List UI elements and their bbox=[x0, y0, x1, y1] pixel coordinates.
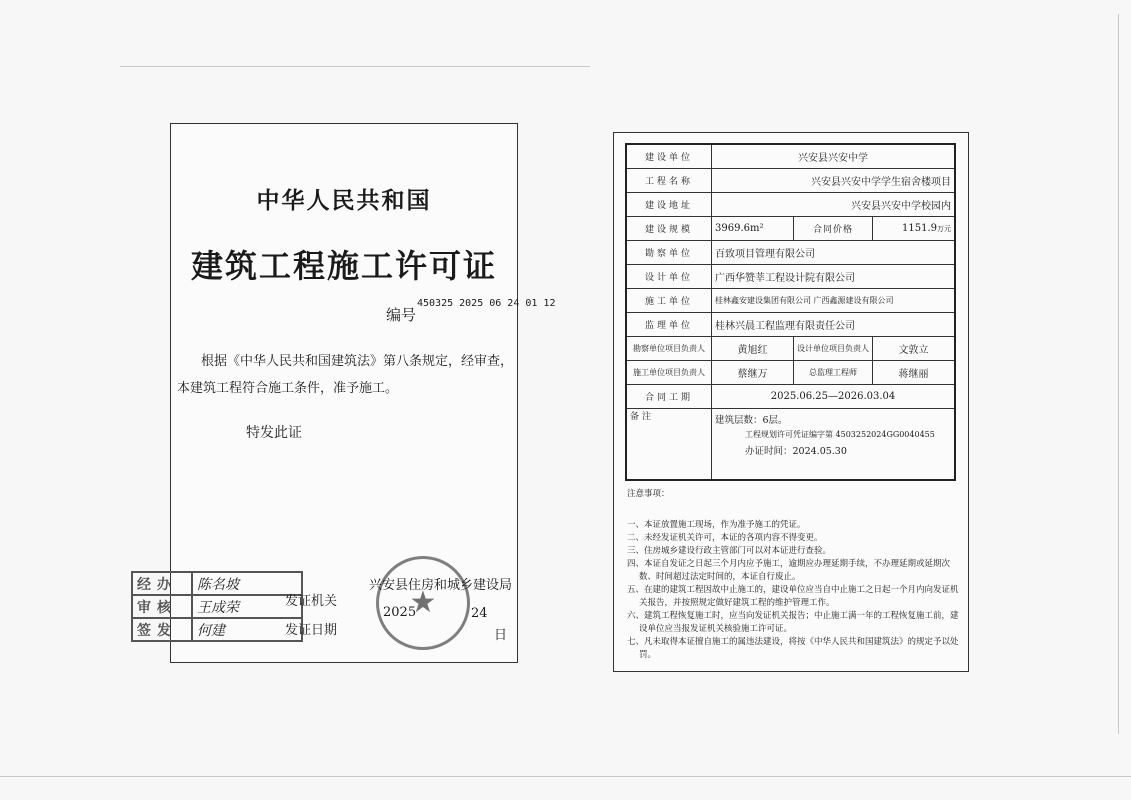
permit-details-page bbox=[613, 132, 969, 672]
field-label: 施工单位 bbox=[626, 289, 712, 313]
field-label: 合同工期 bbox=[626, 385, 712, 409]
remark-line: 建筑层数：6层。 bbox=[715, 415, 788, 426]
note-item: 三、住房城乡建设行政主管部门可以对本证进行查验。 bbox=[627, 546, 832, 556]
survey-leader-value: 黄旭红 bbox=[712, 337, 794, 361]
note-item: 二、未经发证机关许可，本证的各项内容不得变更。 bbox=[627, 533, 823, 543]
note-item: 一、本证放置施工现场，作为准予施工的凭证。 bbox=[627, 520, 806, 530]
issue-date-label: 发证日期 bbox=[285, 623, 338, 638]
table-row bbox=[626, 265, 955, 289]
body-text-line-1: 根据《中华人民共和国建筑法》第八条规定，经审查， bbox=[201, 354, 514, 369]
stamp-label: 审核 bbox=[132, 595, 192, 618]
table-row bbox=[626, 313, 955, 337]
stamp-row bbox=[132, 572, 302, 595]
field-label: 监理单位 bbox=[626, 313, 712, 337]
remark-line: 工程规划许可凭证编字第 4503252024GG0040455 bbox=[745, 430, 935, 439]
construction-leader-value: 蔡继万 bbox=[712, 361, 794, 385]
stamp-label: 经办 bbox=[132, 572, 192, 595]
field-label: 总监理工程师 bbox=[794, 361, 873, 385]
field-label: 设计单位项目负责人 bbox=[794, 337, 873, 361]
design-leader-value: 文敦立 bbox=[873, 337, 956, 361]
field-value: 兴安县兴安中学 bbox=[712, 144, 956, 169]
table-row bbox=[626, 361, 955, 385]
notes-title: 注意事项： bbox=[627, 489, 670, 499]
permit-number-label: 编号 bbox=[386, 306, 417, 324]
field-label: 建设地址 bbox=[626, 193, 712, 217]
table-row bbox=[626, 169, 955, 193]
body-text-line-2: 本建筑工程符合施工条件，准予施工。 bbox=[177, 381, 399, 396]
field-label: 建设单位 bbox=[626, 144, 712, 169]
field-label: 施工单位项目负责人 bbox=[626, 361, 712, 385]
field-value: 桂林兴晨工程监理有限责任公司 bbox=[712, 313, 956, 337]
contract-price-unit: 万元 bbox=[937, 225, 951, 233]
field-value: 桂林鑫安建设集团有限公司 广西鑫源建设有限公司 bbox=[712, 289, 956, 313]
issuer-label: 发证机关 bbox=[285, 594, 338, 609]
official-seal bbox=[376, 556, 470, 650]
issuer-organization: 兴安县住房和城乡建设局 bbox=[369, 578, 513, 593]
issue-date-day: 24 bbox=[471, 606, 488, 621]
permit-cover-page bbox=[137, 123, 556, 663]
contract-price: 1151.9 bbox=[902, 223, 937, 234]
stamp-signature: 何建 bbox=[192, 618, 302, 641]
note-item: 五、在建的建筑工程因故中止施工的，建设单位应当自中止施工之日起一个月内向发证机关报告，并按照规定做好建筑工程的维护管理工作。 bbox=[627, 585, 959, 608]
permit-title: 建筑工程施工许可证 bbox=[190, 247, 497, 285]
country-heading: 中华人民共和国 bbox=[256, 187, 432, 214]
field-label: 设计单位 bbox=[626, 265, 712, 289]
contract-price-value bbox=[873, 217, 956, 241]
table-row bbox=[626, 337, 955, 361]
scan-edge-right bbox=[1118, 14, 1119, 734]
stamp-label: 签发 bbox=[132, 618, 192, 641]
field-label: 合同价格 bbox=[794, 217, 873, 241]
table-row bbox=[626, 289, 955, 313]
stamp-row bbox=[132, 618, 302, 641]
building-scale-value: 3969.6m² bbox=[712, 217, 794, 241]
field-label: 勘察单位项目负责人 bbox=[626, 337, 712, 361]
notes-section bbox=[627, 488, 965, 662]
scan-edge-top bbox=[120, 66, 590, 67]
remark-line: 办证时间：2024.05.30 bbox=[745, 446, 847, 457]
field-value: 广西华赞莘工程设计院有限公司 bbox=[712, 265, 956, 289]
stamp-signature: 王成荣 bbox=[192, 595, 302, 618]
remark-value bbox=[712, 409, 956, 481]
table-row bbox=[626, 217, 955, 241]
note-item: 六、建筑工程恢复施工时，应当向发证机关报告；中止施工满一年的工程恢复施工前，建设单位应当报发证机关核验施工许可证。 bbox=[627, 611, 959, 634]
table-row bbox=[626, 409, 955, 481]
stamp-row bbox=[132, 595, 302, 618]
field-label: 备注 bbox=[626, 409, 712, 481]
field-label: 建设规模 bbox=[626, 217, 712, 241]
note-item: 四、本证自发证之日起三个月内应予施工，逾期应办理延期手续，不办理延期或延期次数、时间超过法定时间的，本证自行废止。 bbox=[627, 559, 951, 582]
field-value: 兴安县兴安中学校园内 bbox=[712, 193, 956, 217]
table-row bbox=[626, 385, 955, 409]
issue-date-year: 2025 bbox=[383, 605, 417, 620]
permit-number: 450325 2025 06 24 01 12 bbox=[417, 298, 556, 309]
seal-star-icon: ★ bbox=[409, 585, 437, 620]
field-value: 兴安县兴安中学学生宿舍楼项目 bbox=[712, 169, 956, 193]
table-row bbox=[626, 193, 955, 217]
chief-supervisor-value: 蒋继丽 bbox=[873, 361, 956, 385]
approval-stamp-table bbox=[131, 571, 303, 642]
field-label: 工程名称 bbox=[626, 169, 712, 193]
project-info-table bbox=[625, 143, 956, 481]
field-value: 百致项目管理有限公司 bbox=[712, 241, 956, 265]
note-item: 七、凡未取得本证擅自施工的属违法建设，将按《中华人民共和国建筑法》的规定予以处罚。 bbox=[627, 637, 959, 660]
special-issue-text: 特发此证 bbox=[246, 425, 302, 441]
issue-date-suffix: 日 bbox=[494, 628, 508, 643]
scan-edge-bottom bbox=[0, 776, 1131, 777]
stamp-signature: 陈名坡 bbox=[192, 572, 302, 595]
table-row bbox=[626, 241, 955, 265]
contract-period-value: 2025.06.25—2026.03.04 bbox=[712, 385, 956, 409]
table-row bbox=[626, 144, 955, 169]
field-label: 勘察单位 bbox=[626, 241, 712, 265]
